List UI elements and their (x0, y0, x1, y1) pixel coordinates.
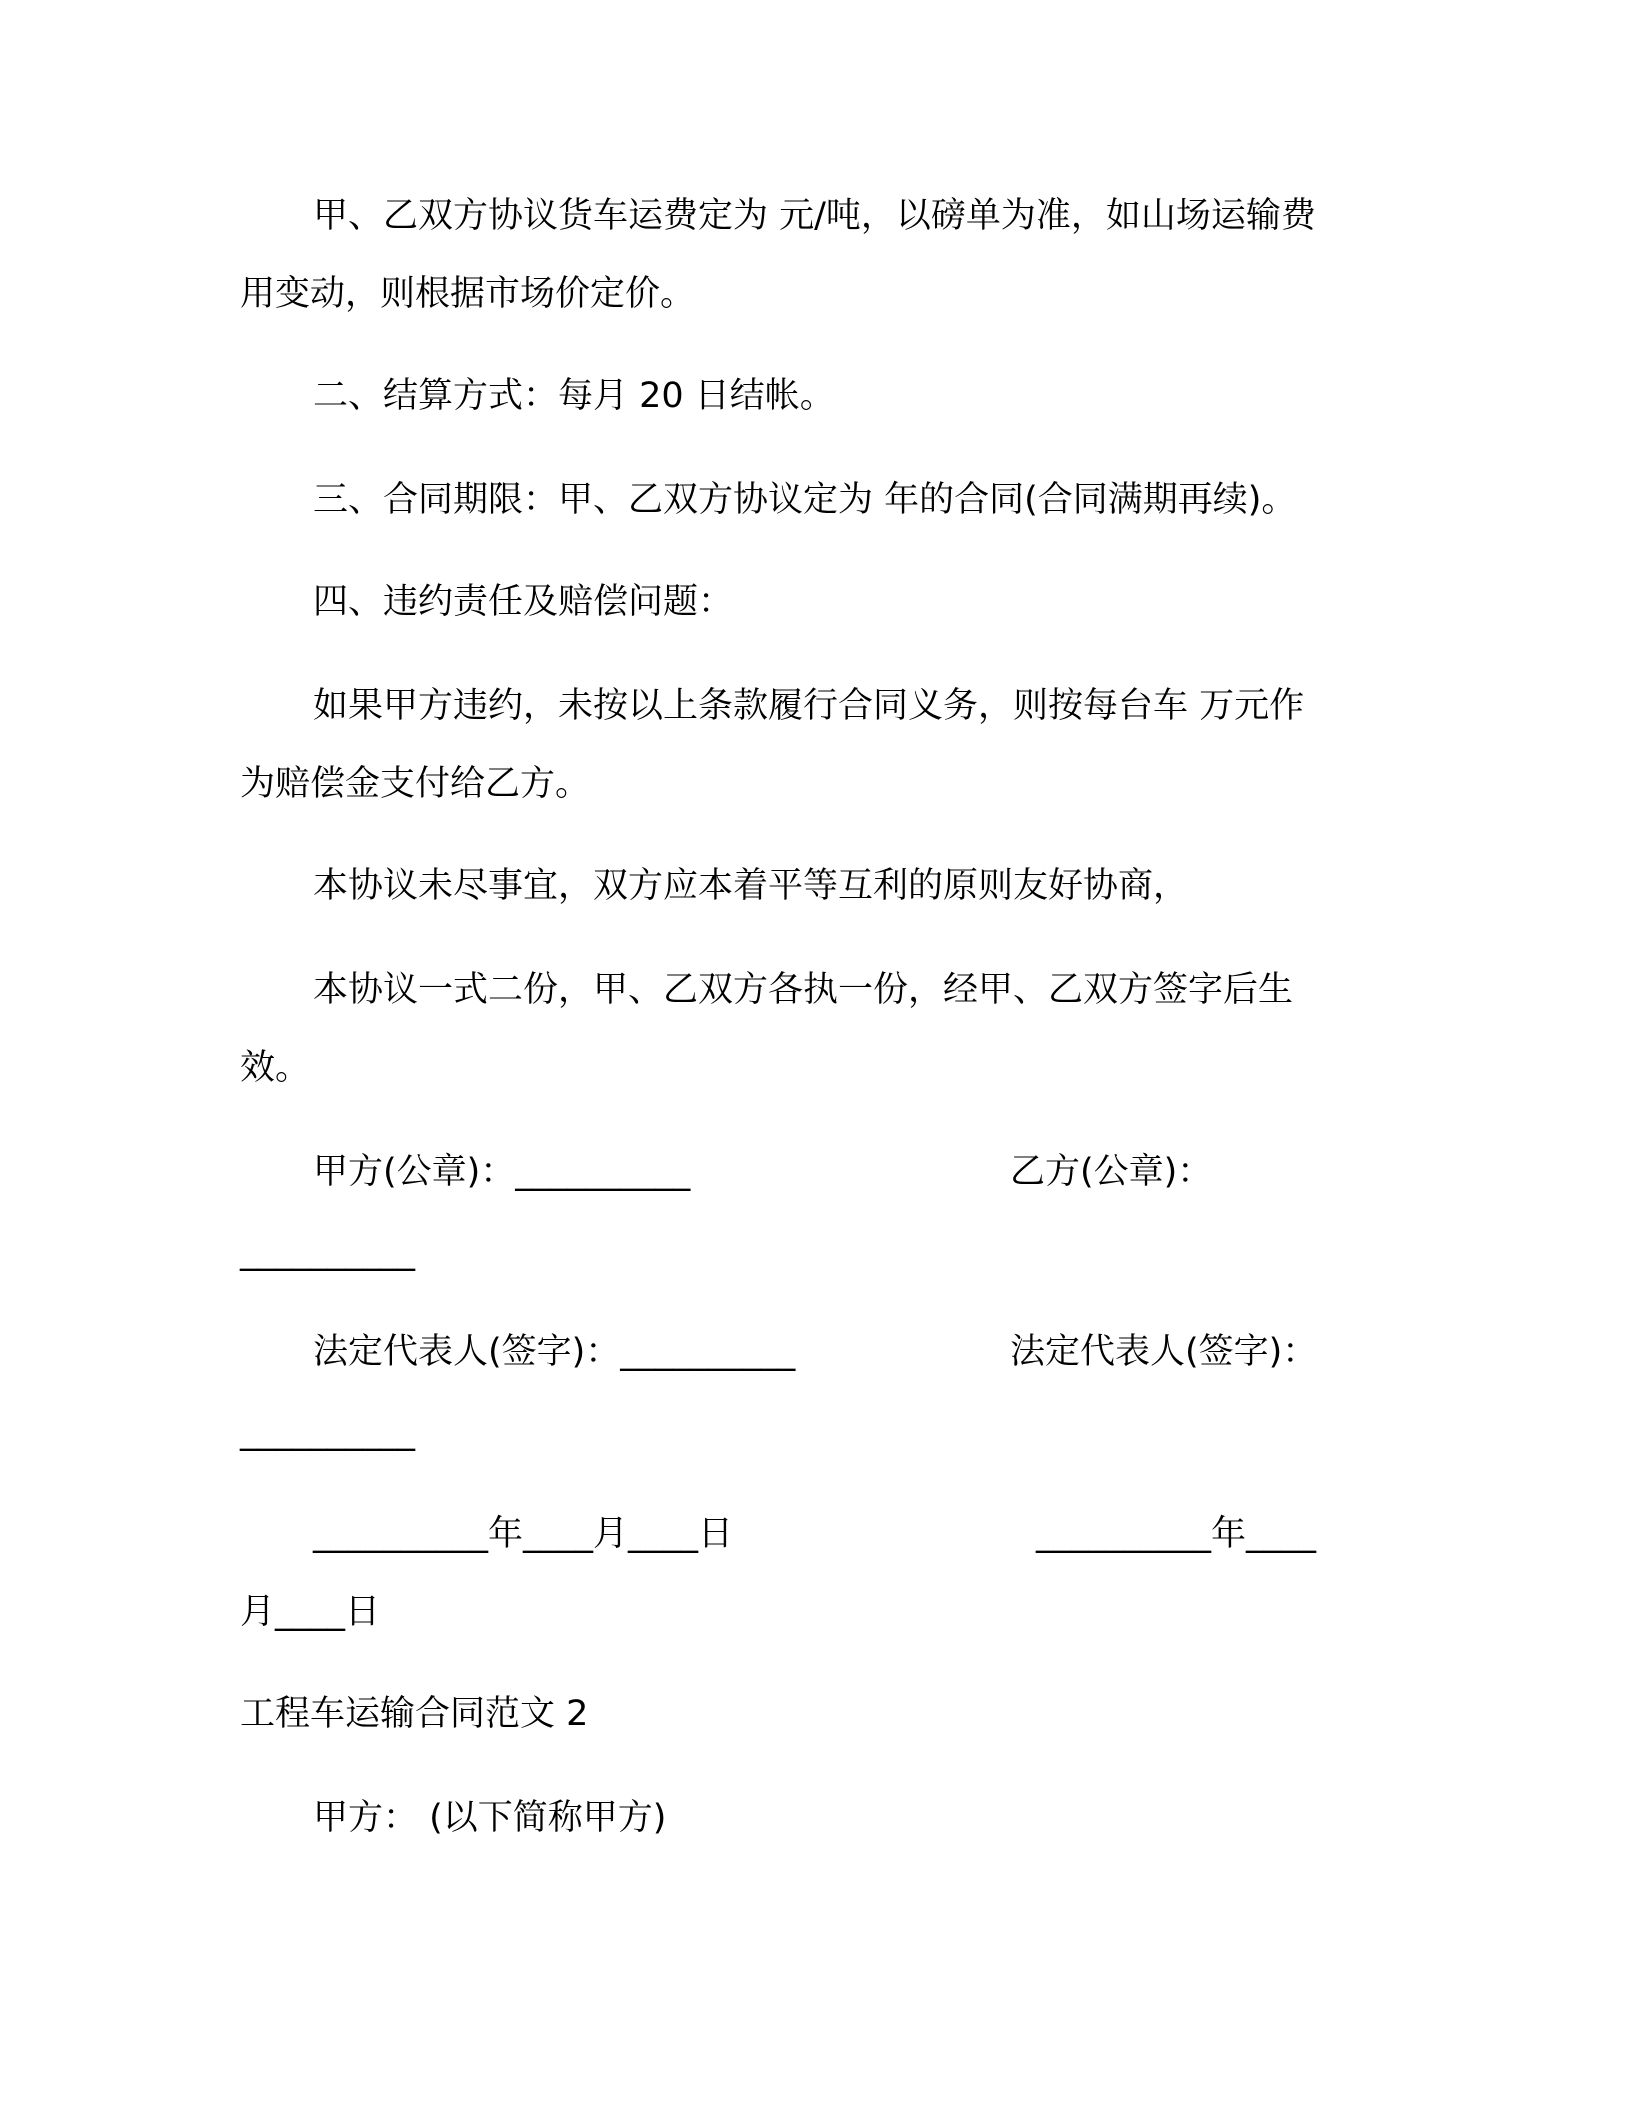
party-b-seal-line: 乙方(公章)： (1010, 1152, 1213, 1192)
party-b-representative-blank: __________ (240, 1412, 415, 1452)
paragraph-unresolved-matters: 本协议未尽事宜，双方应本着平等互利的原则友好协商， (313, 866, 1189, 906)
paragraph-freight-line-2: 用变动，则根据市场价定价。 (240, 274, 696, 314)
party-a-date-line: __________年____月____日 (313, 1514, 734, 1554)
section-title: 工程车运输合同范文 2 (240, 1694, 589, 1734)
paragraph-settlement: 二、结算方式：每月 20 日结帐。 (313, 376, 835, 416)
party-b-date-line-1: __________年____ (1036, 1514, 1317, 1554)
party-a-intro: 甲方： (以下简称甲方) (313, 1798, 667, 1838)
paragraph-contract-term: 三、合同期限：甲、乙双方协议定为 年的合同(合同满期再续)。 (313, 480, 1297, 520)
paragraph-breach-line-1: 如果甲方违约，未按以上条款履行合同义务，则按每台车 万元作 (313, 686, 1305, 726)
party-a-seal-line: 甲方(公章)：__________ (313, 1152, 691, 1192)
paragraph-copies-line-2: 效。 (240, 1048, 311, 1088)
party-b-representative-line: 法定代表人(签字)： (1010, 1332, 1318, 1372)
paragraph-breach-line-2: 为赔偿金支付给乙方。 (240, 764, 591, 804)
paragraph-copies-line-1: 本协议一式二份，甲、乙双方各执一份，经甲、乙双方签字后生 (313, 970, 1294, 1010)
party-a-representative-line: 法定代表人(签字)：__________ (313, 1332, 796, 1372)
party-b-date-line-2: 月____日 (240, 1592, 381, 1632)
paragraph-breach-heading: 四、违约责任及赔偿问题： (313, 582, 734, 622)
paragraph-freight-line-1: 甲、乙双方协议货车运费定为 元/吨，以磅单为准，如山场运输费 (313, 196, 1316, 236)
party-b-seal-blank: __________ (240, 1232, 415, 1272)
